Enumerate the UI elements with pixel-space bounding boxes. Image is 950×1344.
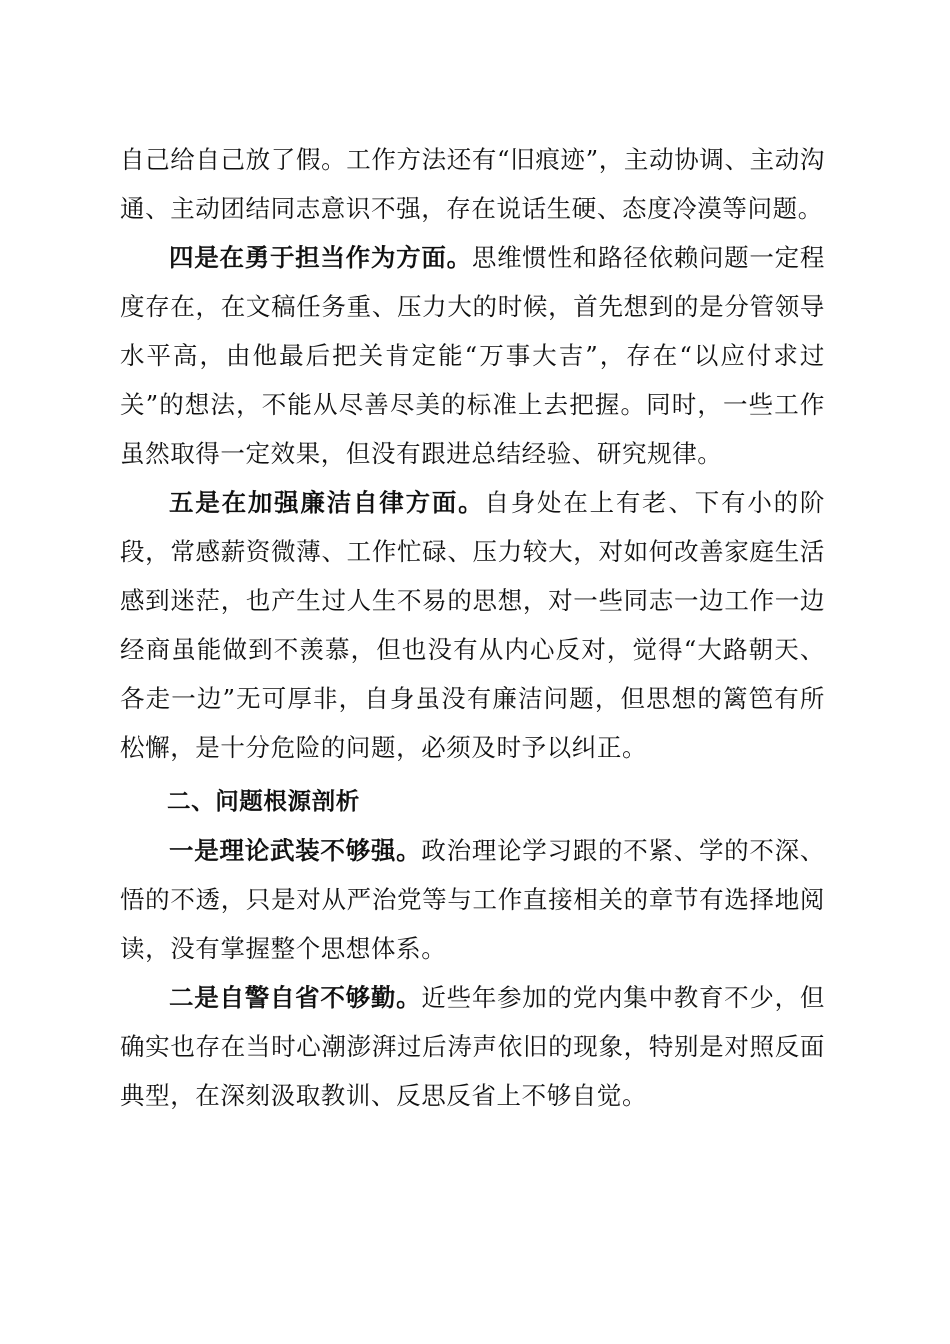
paragraph-lead: 一是理论武装不够强。 <box>169 836 422 865</box>
paragraph-integrity <box>120 478 825 772</box>
section-heading: 二、问题根源剖析 <box>167 787 360 815</box>
paragraph-lead: 二是自警自省不够勤。 <box>169 983 422 1012</box>
paragraph-body: 近些年参加的党内集中教育不少，但确实也存在当时心潮澎湃过后涛声依旧的现象，特别是对照反面典型，在深刻汲取教训、反思反省上不够自觉。 <box>120 983 825 1110</box>
paragraph-body: 政治理论学习跟的不紧、学的不深、悟的不透，只是对从严治党等与工作直接相关的章节有选择地阅读，没有掌握整个思想体系。 <box>120 836 825 963</box>
paragraph-lead: 四是在勇于担当作为方面。 <box>169 243 472 272</box>
paragraph-body: 自己给自己放了假。工作方法还有“旧痕迹”，主动协调、主动沟通、主动团结同志意识不强，存在说话生硬、态度冷漠等问题。 <box>120 145 825 223</box>
paragraph-body: 自身处在上有老、下有小的阶段，常感薪资微薄、工作忙碌、压力较大，对如何改善家庭生活感到迷茫，也产生过人生不易的思想，对一些同志一边工作一边经商虽能做到不羡慕，但也没有从内心反对，觉得“大路朝天、各走一边”无可厚非，自身虽没有廉洁问题，但思想的篱笆有所松懈，是十分危险的问题，必须及时予以纠正。 <box>120 488 825 762</box>
analysis-self-reflection <box>120 973 825 1120</box>
paragraph-body: 思维惯性和路径依赖问题一定程度存在，在文稿任务重、压力大的时候，首先想到的是分管领导水平高，由他最后把关肯定能“万事大吉”，存在“以应付求过关”的想法，不能从尽善尽美的标准上去把握。同时，一些工作虽然取得一定效果，但没有跟进总结经验、研究规律。 <box>120 243 825 468</box>
paragraph-continuation <box>120 135 825 233</box>
paragraph-lead: 五是在加强廉洁自律方面。 <box>169 488 485 517</box>
document-page <box>120 135 825 1120</box>
analysis-theory <box>120 826 825 973</box>
paragraph-responsibility <box>120 233 825 478</box>
